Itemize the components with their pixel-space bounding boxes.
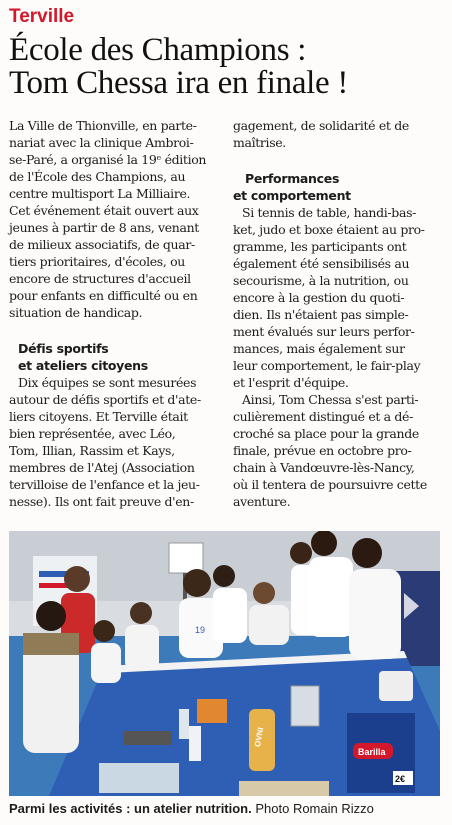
headline-line-1: École des Champions : <box>9 32 307 68</box>
text-line: bien représentée, avec Léo, <box>9 426 176 441</box>
photo-credit: Photo Romain Rizzo <box>255 801 374 816</box>
bib-number: 19 <box>195 625 206 635</box>
photo-caption <box>9 801 449 816</box>
text-line: Cet événement était ouvert aux <box>9 203 199 218</box>
text-line: gramme, les participants ont <box>233 239 407 254</box>
text-line: jeunes à partir de 8 ans, venant <box>9 220 199 235</box>
product-label-barilla: Barilla <box>358 747 386 757</box>
article-left-column <box>9 117 219 510</box>
text-line: nesse). Ils ont fait preuve d'en- <box>9 494 194 509</box>
text-line: ket, judo et boxe étaient au pro- <box>233 222 425 237</box>
text-line: maîtrise. <box>233 135 286 150</box>
text-line: secourisme, à la nutrition, ou <box>233 273 409 288</box>
text-line: liers citoyens. Et Terville était <box>9 409 188 424</box>
price-tag: 2€ <box>395 774 406 784</box>
product-label-ovni: OVNI <box>253 726 266 748</box>
text-line: autour de défis sportifs et d'ate- <box>9 392 201 407</box>
text-line: Dix équipes se sont mesurées <box>18 375 197 390</box>
text-line: aventure. <box>233 494 291 509</box>
text-line: où il tentera de poursuivre cette <box>233 477 427 492</box>
text-line: et l'esprit d'équipe. <box>233 375 349 390</box>
text-line: se-Paré, a organisé la 19ᵉ édition <box>9 152 207 167</box>
subhead-line: Défis sportifs <box>18 341 109 356</box>
text-line: leur comportement, le fair-play <box>233 358 421 373</box>
text-line: mances, mais également sur <box>233 341 405 356</box>
text-line: tiers prioritaires, d'écoles, ou <box>9 254 185 269</box>
text-line: culièrement distingué et a dé- <box>233 409 413 424</box>
text-line: nariat avec la clinique Ambroi- <box>9 135 194 150</box>
text-line: également été sensibilisés au <box>233 256 410 271</box>
text-line: membres de l'Atej (Association <box>9 460 195 475</box>
text-line: croché sa place pour la grande <box>233 426 419 441</box>
headline-line-2: Tom Chessa ira en finale ! <box>9 65 349 101</box>
text-line: Si tennis de table, handi-bas- <box>242 205 417 220</box>
text-line: dien. Ils n'étaient pas simple- <box>233 307 409 322</box>
photo-illustration <box>9 531 440 796</box>
text-line: situation de handicap. <box>9 305 143 320</box>
text-line: La Ville de Thionville, en parte- <box>9 118 197 133</box>
caption-text: Parmi les activités : un atelier nutrition. <box>9 801 252 816</box>
text-line: Tom, Illian, Rassim et Kays, <box>9 443 175 458</box>
section-kicker: Terville <box>9 6 75 27</box>
text-line: Ainsi, Tom Chessa s'est parti- <box>242 392 419 407</box>
text-line: pour enfants en difficulté ou en <box>9 288 198 303</box>
text-line: ment évalués sur leurs perfor- <box>233 324 415 339</box>
text-line: centre multisport La Milliaire. <box>9 186 191 201</box>
subhead-line: et comportement <box>233 188 351 203</box>
headline <box>9 34 449 100</box>
text-line: encore de structures d'accueil <box>9 271 191 286</box>
text-line: chain à Vandœuvre-lès-Nancy, <box>233 460 415 475</box>
subhead-line: et ateliers citoyens <box>18 358 148 373</box>
article-photo <box>9 531 440 796</box>
text-line: encore à la gestion du quoti- <box>233 290 405 305</box>
text-line: gagement, de solidarité et de <box>233 118 409 133</box>
text-line: finale, prévue en octobre pro- <box>233 443 412 458</box>
text-line: tervilloise de l'enfance et la jeu- <box>9 477 200 492</box>
text-line: de milieux associatifs, de quar- <box>9 237 195 252</box>
subhead-line: Performances <box>245 171 340 186</box>
article-right-column <box>233 117 445 510</box>
text-line: de l'École des Champions, au <box>9 169 186 184</box>
